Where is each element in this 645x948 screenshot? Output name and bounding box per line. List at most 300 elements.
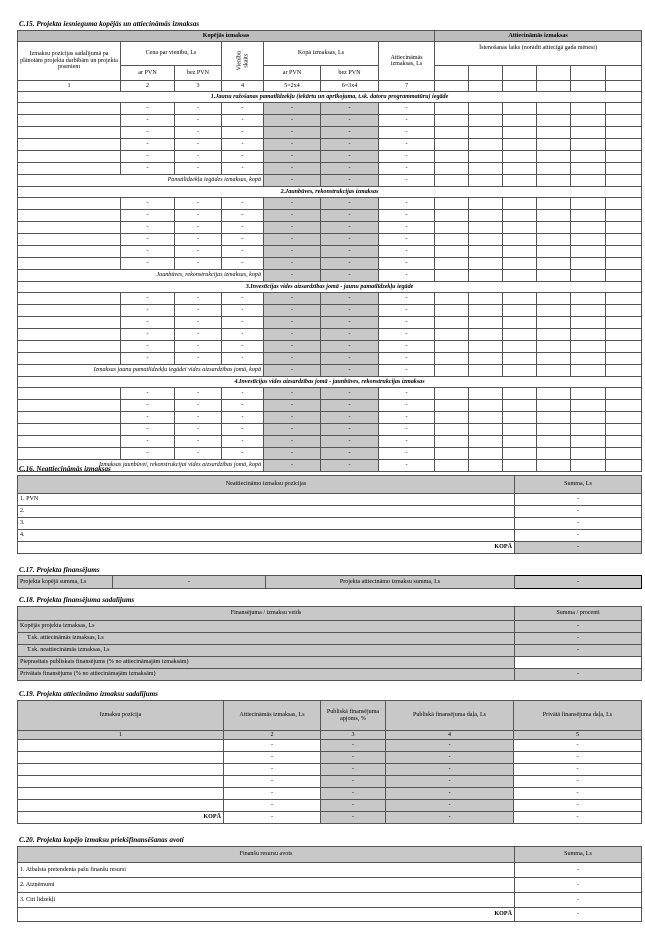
table-cell: -: [379, 329, 435, 341]
row-value: -: [515, 518, 642, 530]
table-cell: [18, 388, 121, 400]
table-cell: -: [321, 752, 386, 764]
table-cell: -: [175, 353, 222, 365]
table-cell: -: [264, 436, 321, 448]
table-cell: [537, 246, 571, 258]
table-cell: -: [379, 388, 435, 400]
table-cell: -: [321, 210, 379, 222]
table-cell: -: [222, 258, 264, 270]
c19-col-publiska-dala: Publiskā finansējuma daļa, Ls: [386, 701, 514, 731]
table-cell: -: [175, 400, 222, 412]
table-cell: -: [379, 103, 435, 115]
table-cell: [435, 412, 469, 424]
table-cell: [469, 222, 503, 234]
table-cell: -: [121, 353, 175, 365]
table-cell: [503, 305, 537, 317]
table-cell: [571, 210, 606, 222]
cena-bez-pvn: bez PVN: [175, 66, 222, 81]
table-cell: -: [514, 800, 642, 812]
table-cell: -: [321, 448, 379, 460]
c16-title: C.16. Neattiecināmās izmaksas: [19, 465, 111, 473]
table-cell: [571, 246, 606, 258]
table-cell: -: [264, 175, 321, 187]
table-cell: [18, 115, 121, 127]
row-label: 3. Citi līdzekļi: [18, 893, 515, 908]
table-cell: [606, 210, 642, 222]
table-cell: [537, 270, 571, 282]
table-cell: -: [264, 460, 321, 472]
table-cell: -: [264, 353, 321, 365]
table-cell: [18, 424, 121, 436]
istenosanas-header: Īstenošanas laiks (norādīt attiecīgā gada mēnesi): [435, 42, 642, 66]
table-cell: [503, 460, 537, 472]
table-cell: -: [264, 151, 321, 163]
table-cell: -: [264, 424, 321, 436]
table-cell: [571, 115, 606, 127]
table-cell: -: [222, 127, 264, 139]
table-cell: -: [222, 329, 264, 341]
table-cell: -: [121, 341, 175, 353]
table-cell: [503, 175, 537, 187]
table-row: [18, 329, 642, 341]
table-row: [18, 878, 642, 893]
table-cell: [571, 258, 606, 270]
table-cell: [469, 412, 503, 424]
table-cell: -: [379, 222, 435, 234]
table-cell: -: [222, 139, 264, 151]
table-cell: -: [264, 305, 321, 317]
table-cell: [571, 329, 606, 341]
table-cell: [606, 412, 642, 424]
table-cell: -: [264, 448, 321, 460]
table-cell: -: [379, 127, 435, 139]
attiecinamas-ls-header: Attiecināmās izmaksas, Ls: [379, 42, 435, 81]
table-cell: -: [264, 127, 321, 139]
table-cell: [469, 329, 503, 341]
table-row: [18, 139, 642, 151]
c16-col-sum: Summa, Ls: [515, 476, 642, 494]
table-cell: [469, 305, 503, 317]
table-cell: -: [264, 103, 321, 115]
section-title: 3.Investīcijas vides aizsardzības jomā - jaunu pamatlīdzekļu iegāde: [18, 282, 642, 293]
table-cell: [571, 222, 606, 234]
table-row: [18, 621, 642, 633]
table-cell: -: [222, 424, 264, 436]
table-row: [18, 436, 642, 448]
table-cell: [435, 424, 469, 436]
table-cell: -: [379, 163, 435, 175]
table-cell: [435, 353, 469, 365]
section-title: 2.Jaunbūves, rekonstrukcijas izmaksas: [18, 187, 642, 198]
kopeja-summa-value: -: [113, 576, 266, 589]
table-row: [18, 506, 642, 518]
table-cell: [18, 752, 224, 764]
kopeja-summa-label: Projekta kopējā summa, Ls: [18, 576, 113, 589]
table-cell: -: [264, 115, 321, 127]
table-cell: [503, 412, 537, 424]
c18-title: C.18. Projekta finansējuma sadalījums: [19, 596, 135, 604]
table-cell: -: [175, 424, 222, 436]
table-cell: -: [379, 305, 435, 317]
vienibu-skaits-header: [222, 42, 264, 81]
cena-ar-pvn: ar PVN: [121, 66, 175, 81]
table-cell: -: [321, 800, 386, 812]
section-total-label: Izmaksas jaunbūvei, rekonstrukcijai vides aizsardzības jomā, kopā: [18, 460, 264, 472]
table-cell: [571, 460, 606, 472]
row-value: [515, 657, 642, 669]
row-label: 3.: [18, 518, 515, 530]
table-cell: [469, 198, 503, 210]
table-cell: [537, 460, 571, 472]
table-cell: [18, 210, 121, 222]
table-row: [18, 198, 642, 210]
table-row: [18, 645, 642, 657]
table-cell: -: [175, 103, 222, 115]
table-cell: [571, 305, 606, 317]
table-cell: [503, 127, 537, 139]
table-cell: [469, 293, 503, 305]
table-cell: [571, 270, 606, 282]
table-cell: -: [321, 788, 386, 800]
table-cell: -: [321, 812, 386, 824]
table-row: [18, 424, 642, 436]
table-cell: [469, 388, 503, 400]
total-label: KOPĀ: [18, 542, 515, 554]
table-cell: -: [175, 293, 222, 305]
table-cell: -: [264, 400, 321, 412]
row-value: -: [515, 893, 642, 908]
row-label: 4.: [18, 530, 515, 542]
col-num: 1: [18, 81, 121, 92]
c17-title: C.17. Projekta finansējums: [19, 566, 100, 574]
table-cell: [537, 210, 571, 222]
table-cell: [18, 163, 121, 175]
table-cell: [18, 305, 121, 317]
table-cell: [606, 270, 642, 282]
table-cell: [571, 234, 606, 246]
table-cell: [606, 388, 642, 400]
table-row: [18, 740, 642, 752]
table-cell: [503, 317, 537, 329]
row-value: -: [515, 645, 642, 657]
table-cell: -: [321, 198, 379, 210]
table-cell: [469, 365, 503, 377]
table-row: [18, 633, 642, 645]
table-cell: [503, 365, 537, 377]
col-num: 3: [321, 731, 386, 740]
table-cell: [469, 139, 503, 151]
table-cell: -: [222, 436, 264, 448]
table-row: [18, 305, 642, 317]
table-cell: [435, 127, 469, 139]
row-value: -: [515, 633, 642, 645]
table-cell: [469, 400, 503, 412]
table-cell: -: [175, 341, 222, 353]
table-cell: -: [321, 151, 379, 163]
table-cell: -: [321, 163, 379, 175]
c15-title: C.15. Projekta iesnieguma kopējās un attiecināmās izmaksas: [19, 20, 200, 28]
table-cell: [537, 329, 571, 341]
table-cell: -: [379, 317, 435, 329]
table-cell: -: [121, 412, 175, 424]
table-cell: -: [121, 305, 175, 317]
table-cell: -: [321, 317, 379, 329]
col-num: 5=2x4: [264, 81, 321, 92]
table-cell: [18, 400, 121, 412]
table-cell: -: [264, 210, 321, 222]
table-cell: -: [222, 222, 264, 234]
table-cell: [469, 210, 503, 222]
table-row: [18, 222, 642, 234]
table-row: [18, 246, 642, 258]
table-cell: -: [264, 341, 321, 353]
attiecinamas-header: Attiecināmās izmaksas: [435, 31, 642, 42]
table-cell: [503, 424, 537, 436]
table-cell: -: [321, 139, 379, 151]
table-cell: -: [175, 305, 222, 317]
table-cell: -: [175, 329, 222, 341]
table-cell: [606, 115, 642, 127]
table-cell: -: [175, 139, 222, 151]
table-cell: -: [222, 412, 264, 424]
table-cell: [606, 163, 642, 175]
total-label: KOPĀ: [18, 908, 515, 922]
table-cell: [606, 305, 642, 317]
table-cell: [18, 764, 224, 776]
table-cell: -: [386, 752, 514, 764]
table-cell: [571, 412, 606, 424]
table-cell: [435, 103, 469, 115]
table-cell: [18, 246, 121, 258]
table-cell: [571, 139, 606, 151]
table-cell: [537, 317, 571, 329]
table-cell: [18, 776, 224, 788]
table-cell: -: [264, 412, 321, 424]
table-cell: -: [321, 740, 386, 752]
table-cell: -: [175, 234, 222, 246]
table-cell: [469, 163, 503, 175]
table-cell: -: [264, 293, 321, 305]
table-cell: -: [514, 740, 642, 752]
table-cell: -: [224, 788, 321, 800]
table-cell: [435, 293, 469, 305]
table-row: [18, 317, 642, 329]
row-value: -: [515, 878, 642, 893]
table-cell: [435, 400, 469, 412]
table-cell: -: [222, 163, 264, 175]
table-row: [18, 341, 642, 353]
table-cell: [503, 341, 537, 353]
table-cell: -: [379, 270, 435, 282]
table-cell: [503, 139, 537, 151]
table-cell: -: [224, 776, 321, 788]
table-cell: [18, 800, 224, 812]
section-total-row: [18, 365, 642, 377]
table-cell: -: [222, 115, 264, 127]
table-cell: [18, 436, 121, 448]
c19-title: C.19. Projekta attiecināmo izmaksu sadalījums: [19, 690, 158, 698]
table-cell: -: [175, 412, 222, 424]
table-cell: -: [379, 341, 435, 353]
table-cell: -: [321, 103, 379, 115]
table-cell: -: [224, 764, 321, 776]
table-cell: -: [379, 353, 435, 365]
table-cell: [18, 139, 121, 151]
table-cell: -: [264, 222, 321, 234]
table-cell: -: [121, 424, 175, 436]
row-label: Kopējās projekta izmaksas, Ls: [18, 621, 515, 633]
table-cell: [537, 448, 571, 460]
table-cell: -: [321, 460, 379, 472]
table-cell: [469, 127, 503, 139]
table-cell: -: [121, 293, 175, 305]
table-cell: -: [121, 222, 175, 234]
table-cell: [537, 115, 571, 127]
total-value: -: [515, 908, 642, 922]
c18-col-sum: Summa / procenti: [515, 607, 642, 621]
table-cell: [435, 139, 469, 151]
table-cell: -: [175, 198, 222, 210]
section-title: 1.Jaunu ražošanas pamatlīdzekļu (iekārtu un aprīkojuma, t.sk. datoru programmatūru) iegāde: [18, 92, 642, 103]
table-cell: [469, 460, 503, 472]
table-cell: [537, 127, 571, 139]
table-cell: -: [379, 115, 435, 127]
table-cell: [537, 365, 571, 377]
c18-table: [17, 606, 642, 681]
table-cell: [18, 448, 121, 460]
table-cell: [18, 317, 121, 329]
table-row: [18, 788, 642, 800]
table-cell: -: [121, 246, 175, 258]
table-cell: [537, 400, 571, 412]
col-num: 4: [386, 731, 514, 740]
table-cell: -: [379, 198, 435, 210]
table-row: [18, 103, 642, 115]
table-cell: -: [224, 752, 321, 764]
table-cell: -: [264, 388, 321, 400]
table-cell: [18, 740, 224, 752]
table-cell: [503, 103, 537, 115]
table-cell: [469, 246, 503, 258]
table-cell: -: [222, 234, 264, 246]
table-cell: -: [175, 436, 222, 448]
table-cell: [537, 436, 571, 448]
table-cell: [571, 127, 606, 139]
table-cell: [606, 151, 642, 163]
c19-col-privata-dala: Privātā finansējuma daļa, Ls: [514, 701, 642, 731]
table-cell: [571, 400, 606, 412]
table-cell: [18, 353, 121, 365]
c17-table: [17, 575, 642, 589]
table-cell: [18, 151, 121, 163]
attiecinama-summa-label: Projekta attiecināmo izmaksu summa, Ls: [266, 576, 515, 589]
table-cell: -: [222, 246, 264, 258]
table-row: [18, 657, 642, 669]
total-row: [18, 812, 642, 824]
col-num: 5: [514, 731, 642, 740]
cena-header: Cena par vienību, Ls: [121, 42, 222, 66]
section-title: 4.Investīcijas vides aizsardzības jomā - jaunbūves, rekonstrukcijas izmaksas: [18, 377, 642, 388]
col-num: 2: [121, 81, 175, 92]
table-cell: -: [321, 234, 379, 246]
table-cell: -: [321, 436, 379, 448]
table-cell: [469, 317, 503, 329]
section-total-row: [18, 175, 642, 187]
table-cell: [18, 258, 121, 270]
section-total-label: Jaunbūves, rekonstrukcijas izmaksas, kopā: [18, 270, 264, 282]
table-cell: -: [175, 222, 222, 234]
kopejas-header: Kopējās izmaksas: [18, 31, 435, 42]
table-row: [18, 293, 642, 305]
table-cell: -: [121, 115, 175, 127]
col-num: 7: [379, 81, 435, 92]
row-value: -: [515, 530, 642, 542]
table-cell: [537, 341, 571, 353]
row-value: -: [515, 621, 642, 633]
table-cell: [469, 175, 503, 187]
table-cell: -: [222, 353, 264, 365]
table-cell: -: [222, 293, 264, 305]
table-cell: [503, 246, 537, 258]
table-cell: [18, 222, 121, 234]
table-cell: [435, 151, 469, 163]
row-label: T.sk. attiecināmās izmaksas, Ls: [18, 633, 515, 645]
table-cell: [435, 163, 469, 175]
table-row: [18, 400, 642, 412]
table-cell: [571, 448, 606, 460]
table-cell: -: [321, 400, 379, 412]
table-cell: [606, 234, 642, 246]
table-cell: -: [121, 234, 175, 246]
table-cell: -: [379, 210, 435, 222]
table-cell: [537, 234, 571, 246]
c20-title: C.20. Projekta kopējo izmaksu priekšfinansēšanas avoti: [19, 836, 184, 844]
table-cell: [606, 103, 642, 115]
table-cell: [571, 293, 606, 305]
c15-table: [17, 30, 642, 472]
table-cell: [571, 424, 606, 436]
table-cell: [606, 353, 642, 365]
table-cell: -: [264, 329, 321, 341]
pozicijas-header: Izmaksu pozīcijas sadalījumā pa plānotām projekta darbībām un projekta posmiem: [18, 42, 121, 81]
table-cell: -: [222, 388, 264, 400]
table-row: [18, 752, 642, 764]
table-cell: [571, 388, 606, 400]
table-cell: -: [379, 234, 435, 246]
section-header-row: [18, 92, 642, 103]
table-cell: -: [386, 800, 514, 812]
kopa-ar-pvn: ar PVN: [264, 66, 321, 81]
table-cell: [503, 210, 537, 222]
table-cell: [606, 460, 642, 472]
table-cell: -: [264, 365, 321, 377]
table-cell: -: [121, 198, 175, 210]
table-cell: -: [224, 800, 321, 812]
table-cell: [469, 258, 503, 270]
table-cell: [503, 436, 537, 448]
table-cell: -: [121, 103, 175, 115]
vienibu-skaits-label: Vienību skaits: [236, 51, 249, 71]
table-cell: -: [379, 293, 435, 305]
table-cell: -: [321, 329, 379, 341]
table-cell: [435, 210, 469, 222]
table-cell: -: [321, 258, 379, 270]
table-cell: -: [175, 163, 222, 175]
row-label: 2. Aizņēmumi: [18, 878, 515, 893]
table-cell: [435, 436, 469, 448]
table-cell: -: [121, 139, 175, 151]
section-total-row: [18, 270, 642, 282]
